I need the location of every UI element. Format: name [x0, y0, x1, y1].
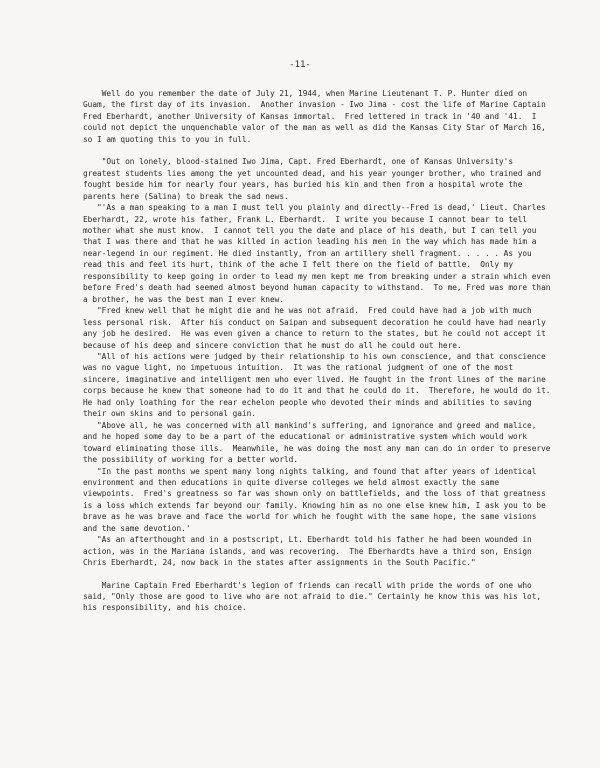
postscript-paragraph: "As an afterthought and in a postscript, Lt. Eberhardt told his father he had been wounded in action, was in the Mariana islands, and was recovering. The Eberhardts have a third son, Ensign Chris Eberhardt, 24, now back in the states after assignments in the South Pacific." — [83, 535, 537, 568]
letter-paragraph: "'As a man speaking to a man I must tell you plainly and directly--Fred is dead,' Lieut. Charles Eberhardt, 22, wrote his father, Frank L. Eberhardt. I write you because I cannot bear to tell mother what she must know. I cannot tell you the date and place of his death, but I can tell you that I was there and that he was killed in action leading his men in the way which has made him a near-legend in our regiment. He died instantly, from an artillery shell fragment. . . . . As you read this and feel its hurt, think of the ache I felt there on the field of battle. Only my responsibility to keep going in order to lead my men kept me from breaking under a strain which even before Fred's death had seemed almost beyond human capacity to withstand. To me, Fred was more than a brother, he was the best man I ever knew. — [83, 203, 556, 304]
intro-paragraph: Well do you remember the date of July 21, 1944, when Marine Lieutenant T. P. Hunter died on Guam, the first day of its invasion. Another invasion - Iwo Jima - cost the life of Marine Captain Fred Eberhardt, another University of Kansas immortal. Fred lettered in track in '40 and '41. I could not depict the unquenchable valor of the man as well as did the Kansas City Star of March 16, so I am quoting this to you in full. — [83, 89, 551, 144]
page-number: -11- — [289, 60, 311, 70]
letter-paragraph: "Fred knew well that he might die and he was not afraid. Fred could have had a job with much less personal risk. After his conduct on Saipan and subsequent decoration he could have had nearly any job he desired. He was even given a chance to return to the states, but he could not accept it because of his deep and sincere conviction that he must do all he could out here. — [83, 306, 551, 350]
document-body — [83, 88, 560, 625]
letter-paragraph: "Above all, he was concerned with all mankind's suffering, and ignorance and greed and malice, and he hoped some day to be a part of the educational or administrative system which would work toward eliminating those ills. Meanwhile, he was doing the most any man can do in order to preserve the possibility of working for a better world. — [83, 420, 556, 465]
article-opening-paragraph: "Out on lonely, blood-stained Iwo Jima, Capt. Fred Eberhardt, one of Kansas University's greatest students lies among the yet uncounted dead, and his year younger brother, who trained and fought beside him for nearly four years, has buried his kin and then from a hospital wrote the parents here (Salina) to break the sad news. — [83, 157, 546, 201]
letter-paragraph: "All of his actions were judged by their relationship to his own conscience, and that conscience was no vague light, no impetuous intuition. It was the rational judgment of one of the most sincere, imaginative and intelligent men who ever lived. He fought in the front lines of the marine corps because he knew that someone had to do it and that he could do it. Therefore, he would do it. He had only loathing for the rear echelon people who devoted their minds and abilities to saving their own skins and to personal gain. — [83, 351, 560, 419]
letter-paragraph: "In the past months we spent many long nights talking, and found that after years of identical environment and then educations in quite diverse colleges we held almost exactly the same viewpoints. Fred's greatness so far was shown only on battlefields, and the loss of that greatness is a loss which extends far beyond our family. Knowing him as no one else knew him, I ask you to be brave as he was brave and face the world for which he fought with the same hope, the same visions and the same devotion.' — [83, 466, 551, 533]
closing-paragraph: Marine Captain Fred Eberhardt's legion of friends can recall with pride the words of one who said, "Only those are good to live who are not afraid to die." Certainly he know this was his lot, his responsibility, and his choice. — [83, 580, 546, 613]
